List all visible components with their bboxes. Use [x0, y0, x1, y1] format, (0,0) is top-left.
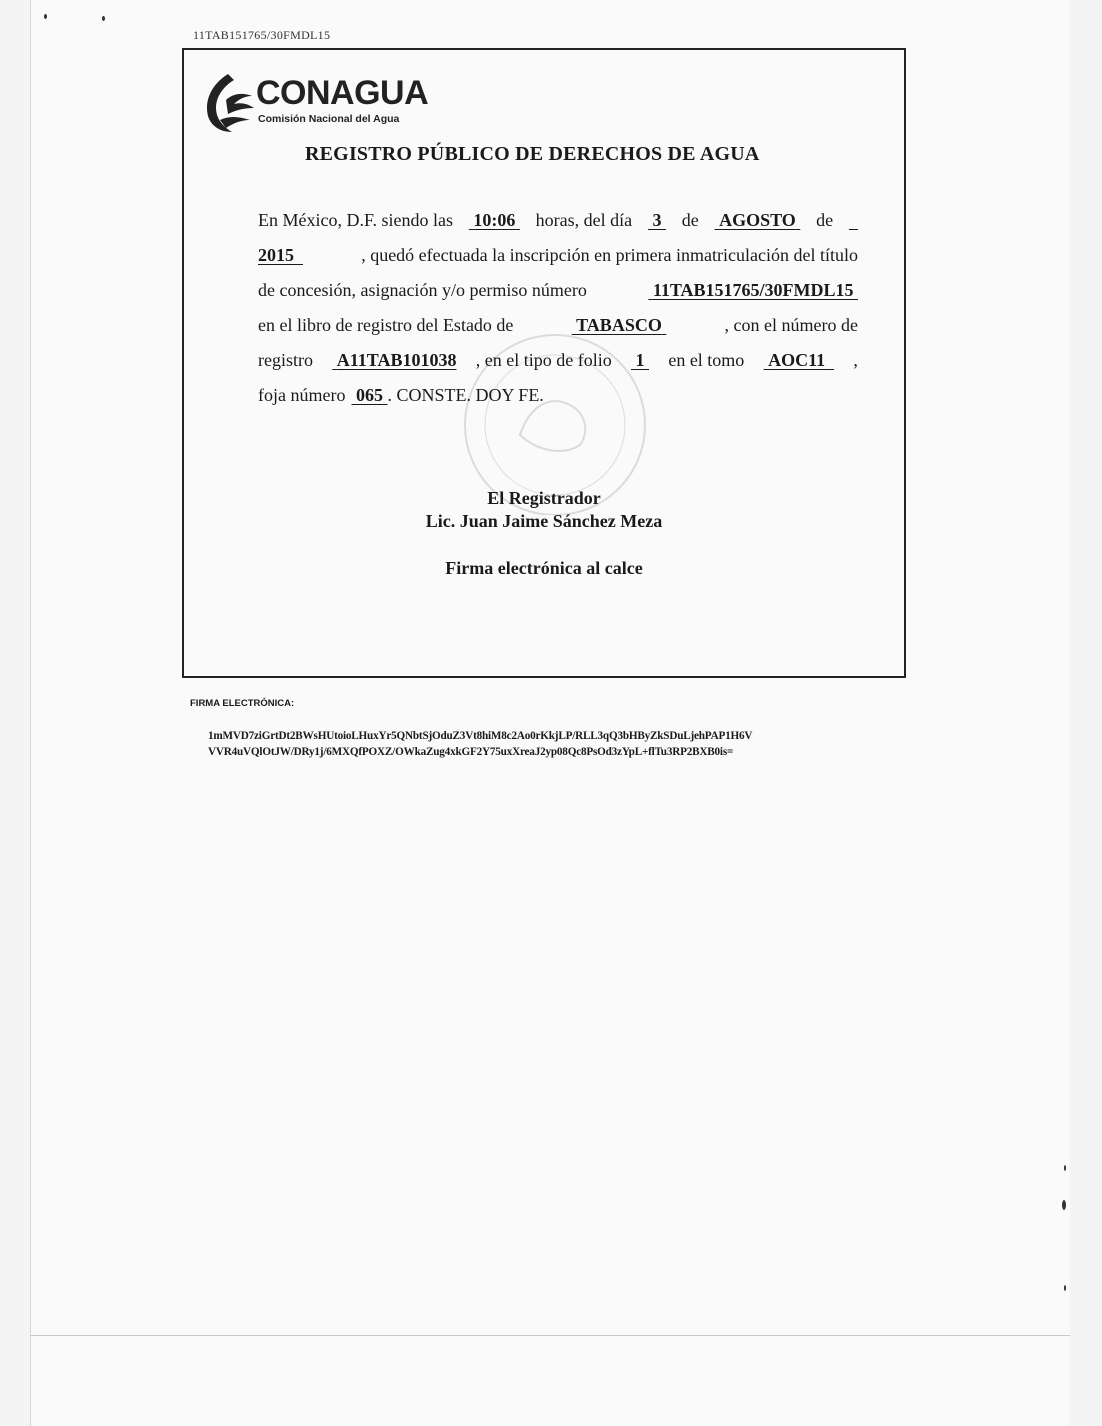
signature-note: Firma electrónica al calce: [445, 558, 643, 578]
body-text: de concesión, asignación y/o permiso número: [258, 280, 587, 300]
hash-line: 1mMVD7ziGrtDt2BWsHUtoioLHuxYr5QNbtSjOduZ3Vt8hiM8c2Ao0rKkjLP/RLL3qQ3bHByZkSDuLjehPAP1H6V: [208, 730, 753, 742]
scan-speck: [102, 16, 105, 21]
year-value: [258, 238, 303, 273]
electronic-signature-hash: [208, 728, 868, 760]
signer-name: Lic. Juan Jaime Sánchez Meza: [425, 511, 663, 531]
month-text: AGOSTO: [719, 210, 796, 230]
body-text: de: [681, 210, 699, 230]
blank-underline: [849, 203, 858, 238]
page-edge-bottom: [30, 1335, 1070, 1336]
scan-speck: [1064, 1285, 1066, 1291]
registry-value: [332, 343, 456, 378]
folio-value: [631, 343, 649, 378]
folio-text: 1: [635, 350, 645, 370]
body-text: , con el número de: [724, 315, 858, 335]
hour-value: [469, 203, 520, 238]
year-text: 2015: [258, 245, 294, 265]
day-text: 3: [652, 210, 662, 230]
scan-speck: [1064, 1165, 1066, 1171]
body-text: en el tomo: [668, 350, 745, 370]
page-number-value: [351, 378, 387, 413]
body-line: [258, 203, 858, 238]
hour-text: 10:06: [473, 210, 516, 230]
body-line: [258, 238, 858, 273]
body-text: foja número: [258, 385, 346, 405]
day-value: [648, 203, 666, 238]
registry-text: A11TAB101038: [336, 350, 457, 370]
body-line: [258, 343, 858, 378]
certificate-body: [258, 203, 858, 413]
electronic-signature-label: FIRMA ELECTRÓNICA:: [190, 698, 295, 709]
body-text: registro: [258, 350, 313, 370]
water-wave-logo-icon: [198, 70, 258, 136]
logo-wordmark: CONAGUA: [256, 74, 429, 112]
page-number-text: 065: [355, 385, 383, 405]
permit-number-value: [648, 273, 858, 308]
tome-value: [764, 343, 835, 378]
body-text: en el libro de registro del Estado de: [258, 315, 514, 335]
tome-text: AOC11: [768, 350, 826, 370]
month-value: [715, 203, 801, 238]
body-text: , en el tipo de folio: [475, 350, 612, 370]
hash-line: VVR4uVQlOtJW/DRy1j/6MXQfPOXZ/OWkaZug4xkGF2Y75uxXreaJ2yp08Qc8PsOd3zYpL+flTu3RP2BXB0is=: [208, 746, 734, 758]
body-line: [258, 378, 858, 413]
body-line: [258, 308, 858, 343]
scan-speck: [1062, 1200, 1066, 1210]
signer-role: El Registrador: [487, 488, 601, 508]
state-text: TABASCO: [576, 315, 662, 335]
state-value: [572, 308, 667, 343]
body-line: [258, 273, 858, 308]
body-text: . CONSTE. DOY FE.: [387, 385, 544, 405]
scan-speck: [44, 14, 47, 19]
permit-number-text: 11TAB151765/30FMDL15: [652, 280, 854, 300]
logo-subtitle: Comisión Nacional del Agua: [258, 113, 400, 125]
body-text: , quedó efectuada la inscripción en primera inmatriculación del título: [361, 245, 858, 265]
body-text: horas, del día: [535, 210, 633, 230]
body-text: ,: [853, 350, 858, 370]
conagua-logo: [198, 70, 428, 140]
body-text: de: [816, 210, 834, 230]
body-text: En México, D.F. siendo las: [258, 210, 454, 230]
document-title: REGISTRO PÚBLICO DE DERECHOS DE AGUA: [305, 143, 760, 165]
header-reference: 11TAB151765/30FMDL15: [193, 28, 331, 42]
page-edge-left: [30, 0, 31, 1426]
